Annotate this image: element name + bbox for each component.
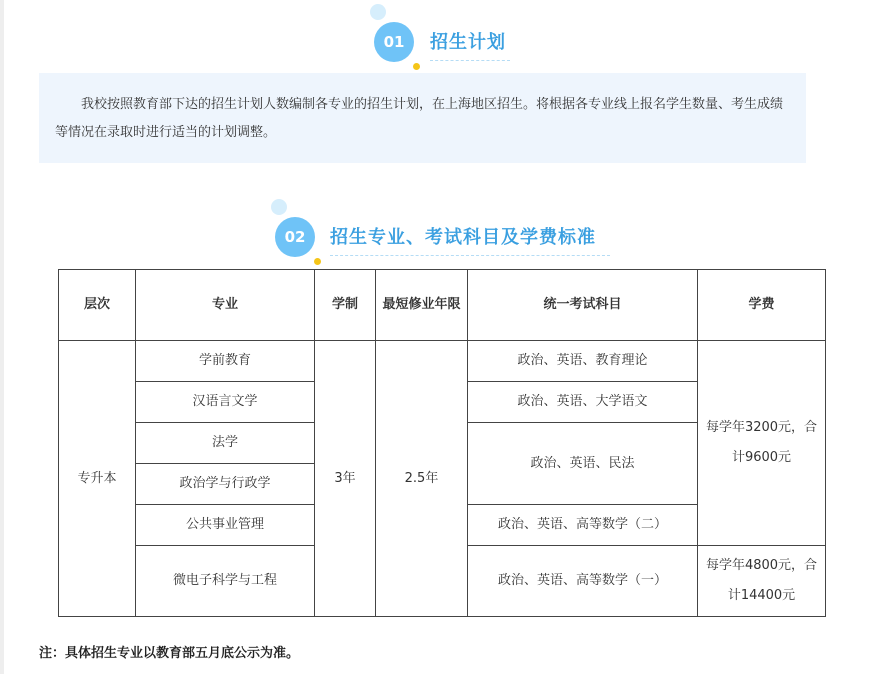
header-min-years: 最短修业年限 xyxy=(376,270,468,341)
header-duration: 学制 xyxy=(315,270,376,341)
major-cell: 法学 xyxy=(136,423,315,464)
min-years-cell: 2.5年 xyxy=(376,341,468,617)
page-left-border xyxy=(0,0,4,674)
major-cell: 政治学与行政学 xyxy=(136,464,315,505)
major-cell: 学前教育 xyxy=(136,341,315,382)
plan-intro-box xyxy=(39,73,806,163)
exam-cell: 政治、英语、民法 xyxy=(468,423,698,505)
major-cell: 公共事业管理 xyxy=(136,505,315,546)
header-level: 层次 xyxy=(59,270,136,341)
section-number: 02 xyxy=(275,217,315,257)
major-cell: 汉语言文学 xyxy=(136,382,315,423)
exam-cell: 政治、英语、高等数学（二） xyxy=(468,505,698,546)
section-plan-header xyxy=(374,22,524,62)
plan-intro-text: 我校按照教育部下达的招生计划人数编制各专业的招生计划，在上海地区招生。将根据各专业线上报名学生数量、考生成绩等情况在录取时进行适当的计划调整。 xyxy=(55,97,784,140)
section-number: 01 xyxy=(374,22,414,62)
tuition-cell: 每学年3200元，合计9600元 xyxy=(698,341,826,546)
footnote: 注：具体招生专业以教育部五月底公示为准。 xyxy=(39,646,300,661)
exam-cell: 政治、英语、高等数学（一） xyxy=(468,546,698,617)
title-underline xyxy=(330,255,610,256)
section-number-badge xyxy=(275,217,319,261)
bubble-decoration xyxy=(370,4,386,20)
section-majors-header xyxy=(275,217,615,257)
majors-table xyxy=(58,269,826,617)
section-title: 招生计划 xyxy=(430,32,506,53)
table-header-row xyxy=(59,270,826,341)
header-tuition: 学费 xyxy=(698,270,826,341)
table-row xyxy=(59,341,826,382)
level-cell: 专升本 xyxy=(59,341,136,617)
bubble-decoration xyxy=(271,199,287,215)
tuition-cell: 每学年4800元，合计14400元 xyxy=(698,546,826,617)
exam-cell: 政治、英语、大学语文 xyxy=(468,382,698,423)
header-major: 专业 xyxy=(136,270,315,341)
dot-decoration xyxy=(314,258,321,265)
header-exam: 统一考试科目 xyxy=(468,270,698,341)
section-number-badge xyxy=(374,22,418,66)
exam-cell: 政治、英语、教育理论 xyxy=(468,341,698,382)
section-title: 招生专业、考试科目及学费标准 xyxy=(330,227,596,248)
duration-cell: 3年 xyxy=(315,341,376,617)
title-underline xyxy=(430,60,510,61)
major-cell: 微电子科学与工程 xyxy=(136,546,315,617)
dot-decoration xyxy=(413,63,420,70)
